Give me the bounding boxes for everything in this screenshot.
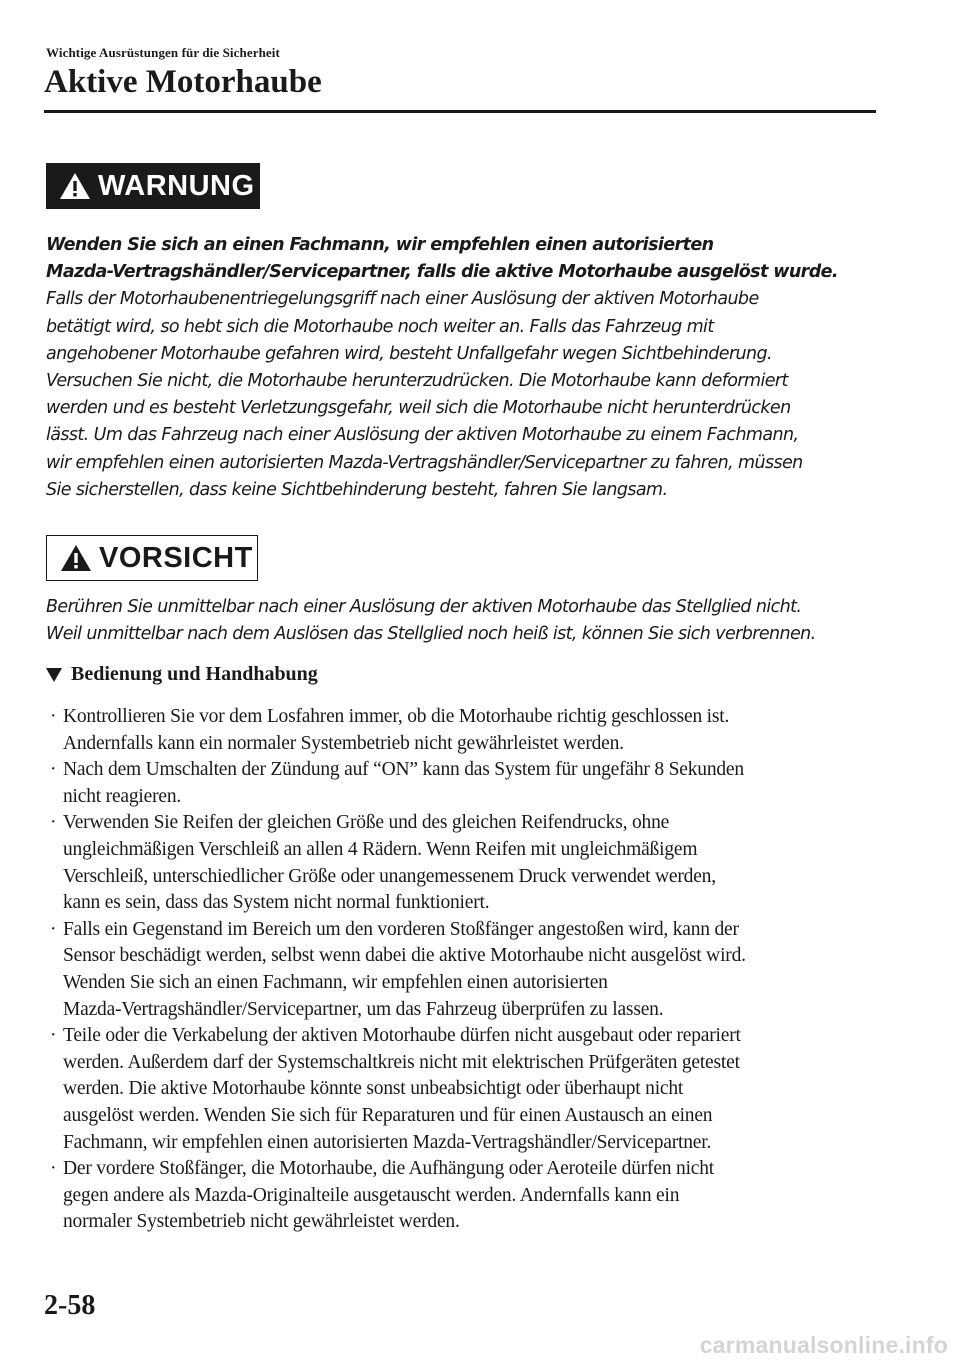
- caution-text-line: Weil unmittelbar nach dem Auslösen das Stellglied noch heiß ist, können Sie sich verbrennen.: [46, 624, 816, 645]
- warning-text-line: Mazda-Vertragshändler/Servicepartner, falls die aktive Motorhaube ausgelöst wurde.: [46, 262, 838, 283]
- list-item: [46, 1023, 876, 1156]
- warning-text-line: Versuchen Sie nicht, die Motorhaube herunterzudrücken. Die Motorhaube kann deformiert: [46, 371, 788, 392]
- page-title: Aktive Motorhaube: [44, 64, 322, 100]
- warning-text: [46, 232, 876, 504]
- caution-text: [46, 594, 876, 648]
- list-item: [46, 810, 876, 916]
- warning-triangle-icon: [59, 543, 93, 573]
- list-item: [46, 757, 876, 810]
- warning-text-line: angehobener Motorhaube gefahren wird, besteht Unfallgefahr wegen Sichtbehinderung.: [46, 343, 773, 364]
- subsection-heading: [46, 663, 318, 686]
- warning-text-line: Sie sicherstellen, dass keine Sichtbehinderung besteht, fahren Sie langsam.: [46, 479, 668, 500]
- subsection-title: Bedienung und Handhabung: [71, 663, 318, 685]
- list-item-line: · Verwenden Sie Reifen der gleichen Größe und des gleichen Reifendrucks, ohne: [63, 812, 670, 834]
- caution-badge: [46, 535, 258, 581]
- warning-text-line: betätigt wird, so hebt sich die Motorhaube noch weiter an. Falls das Fahrzeug mit: [46, 316, 714, 337]
- list-item-line: Fachmann, wir empfehlen einen autorisierten Mazda-Vertragshändler/Servicepartner.: [63, 1131, 712, 1153]
- list-item-line: Wenden Sie sich an einen Fachmann, wir empfehlen einen autorisierten: [63, 971, 608, 993]
- list-item-line: · Nach dem Umschalten der Zündung auf “ON” kann das System für ungefähr 8 Sekunden: [63, 759, 744, 781]
- triangle-down-icon: [46, 668, 62, 682]
- list-item-line: normaler Systembetrieb nicht gewährleistet werden.: [63, 1211, 460, 1233]
- caution-label: VORSICHT: [99, 541, 253, 574]
- list-item-line: werden. Außerdem darf der Systemschaltkreis nicht mit elektrischen Prüfgeräten getestet: [63, 1051, 740, 1073]
- list-item-line: Sensor beschädigt werden, selbst wenn dabei die aktive Motorhaube nicht ausgelöst wird.: [63, 945, 746, 967]
- list-item: [46, 704, 876, 757]
- list-item-line: · Teile oder die Verkabelung der aktiven Motorhaube dürfen nicht ausgebaut oder repariert: [63, 1025, 741, 1047]
- warning-triangle-icon: [58, 171, 92, 201]
- list-item-line: Verschleiß, unterschiedlicher Größe oder unangemessenem Druck verwendet werden,: [63, 865, 716, 887]
- caution-text-line: Berühren Sie unmittelbar nach einer Auslösung der aktiven Motorhaube das Stellglied nicht.: [46, 597, 802, 617]
- list-item: [46, 917, 876, 1023]
- section-label: Wichtige Ausrüstungen für die Sicherheit: [46, 45, 280, 60]
- warning-label: WARNUNG: [98, 169, 255, 202]
- list-item-line: ungleichmäßigen Verschleiß an allen 4 Rädern. Wenn Reifen mit ungleichmäßigem: [63, 838, 698, 860]
- warning-text-line: Falls der Motorhaubenentriegelungsgriff nach einer Auslösung der aktiven Motorhaube: [46, 289, 759, 310]
- watermark: carmanualsonline.info: [699, 1332, 948, 1358]
- title-rule: [44, 110, 876, 113]
- list-item-line: Andernfalls kann ein normaler Systembetrieb nicht gewährleistet werden.: [63, 732, 624, 754]
- list-item-line: kann es sein, dass das System nicht normal funktioniert.: [63, 892, 490, 914]
- list-item-line: gegen andere als Mazda-Originalteile ausgetauscht werden. Andernfalls kann ein: [63, 1184, 680, 1206]
- list-item-line: · Falls ein Gegenstand im Bereich um den vorderen Stoßfänger angestoßen wird, kann der: [63, 918, 739, 940]
- list-item-line: nicht reagieren.: [63, 785, 182, 807]
- warning-text-line: werden und es besteht Verletzungsgefahr, weil sich die Motorhaube nicht herunterdrücken: [46, 398, 791, 419]
- warning-badge: [46, 163, 260, 209]
- warning-text-line: Wenden Sie sich an einen Fachmann, wir empfehlen einen autorisierten: [46, 235, 714, 255]
- page-number: 2-58: [44, 1290, 96, 1321]
- list-item-line: Mazda-Vertragshändler/Servicepartner, um das Fahrzeug überprüfen zu lassen.: [63, 998, 664, 1020]
- list-item: [46, 1156, 876, 1236]
- list-item-line: · Der vordere Stoßfänger, die Motorhaube, die Aufhängung oder Aeroteile dürfen nicht: [63, 1158, 715, 1180]
- warning-text-line: lässt. Um das Fahrzeug nach einer Auslösung der aktiven Motorhaube zu einem Fachmann,: [46, 425, 799, 446]
- warning-text-line: wir empfehlen einen autorisierten Mazda-Vertragshändler/Servicepartner zu fahren, müssen: [46, 452, 803, 473]
- operation-bullet-list: [46, 704, 876, 1236]
- list-item-line: ausgelöst werden. Wenden Sie sich für Reparaturen und für einen Austausch an einen: [63, 1104, 713, 1126]
- list-item-line: · Kontrollieren Sie vor dem Losfahren immer, ob die Motorhaube richtig geschlossen ist.: [63, 706, 730, 727]
- list-item-line: werden. Die aktive Motorhaube könnte sonst unbeabsichtigt oder überhaupt nicht: [63, 1078, 684, 1100]
